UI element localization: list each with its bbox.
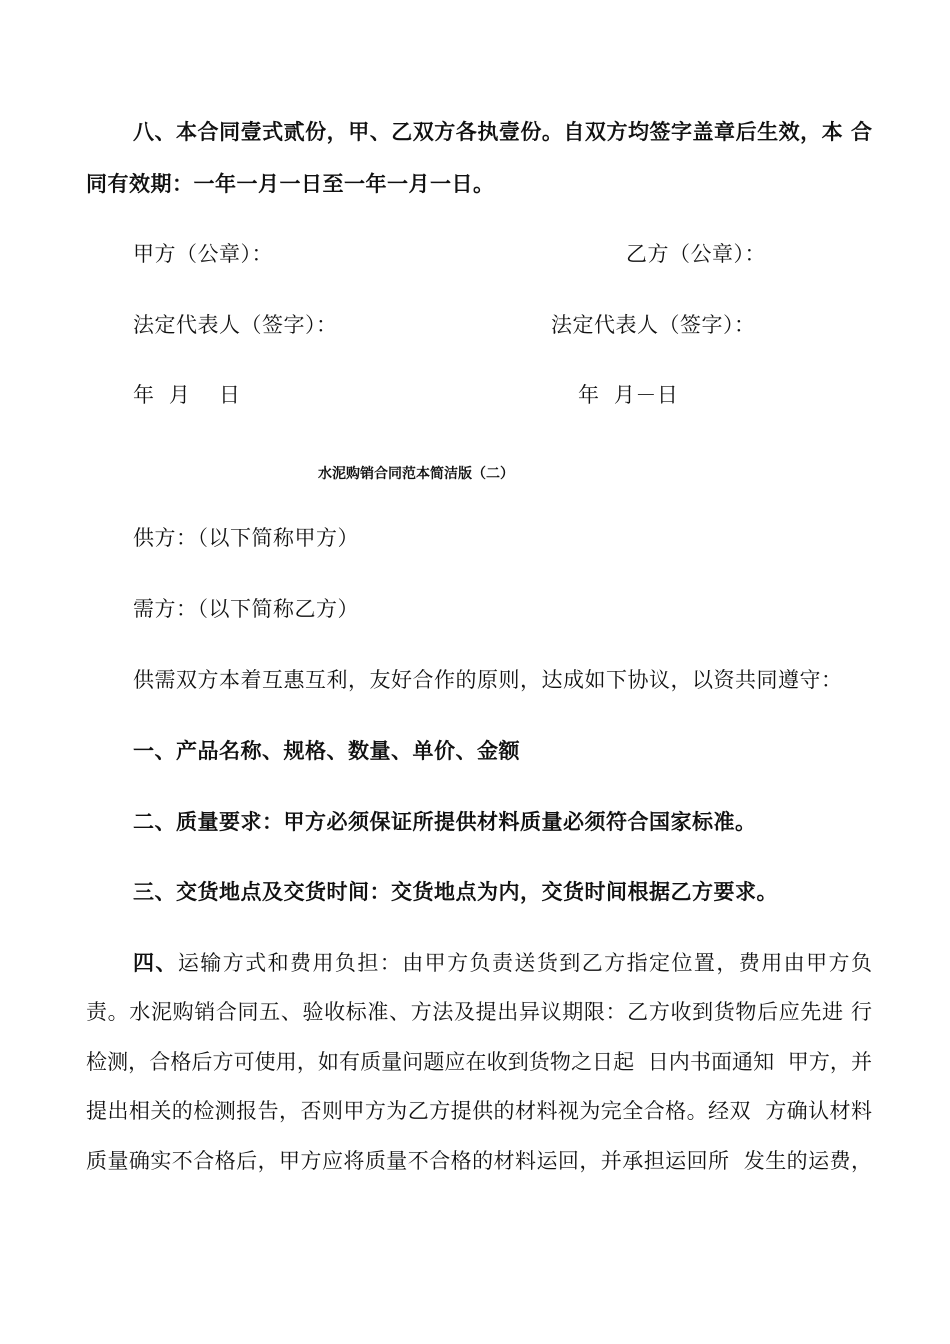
item-4-line-2: 责。水泥购销合同五、验收标准、方法及提出异议期限：乙方收到货物后应先进 行 <box>86 1000 872 1024</box>
party-a-seal-label: 甲方（公章）： <box>133 242 273 266</box>
supplier-line: 供方：（以下简称甲方） <box>133 526 359 550</box>
item-2-heading: 二、质量要求：甲方必须保证所提供材料质量必须符合国家标准。 <box>133 809 757 834</box>
item-4-text-1: 运输方式和费用负担：由甲方负责送货到乙方指定位置，费用由甲方负 <box>177 951 872 975</box>
item-1-heading: 一、产品名称、规格、数量、单价、金额 <box>133 738 520 763</box>
party-a-date-label: 年 月 日 <box>133 383 241 407</box>
buyer-line: 需方：（以下简称乙方） <box>133 597 359 621</box>
clause-8-line-1: 八、本合同壹式贰份，甲、乙双方各执壹份。自双方均签字盖章后生效，本 合 <box>133 119 872 144</box>
party-a-representative-label: 法定代表人（签字）： <box>133 313 338 337</box>
item-4-number: 四、 <box>133 950 178 975</box>
item-3-heading: 三、交货地点及交货时间：交货地点为内，交货时间根据乙方要求。 <box>133 879 778 904</box>
party-b-representative-label: 法定代表人（签字）： <box>551 313 756 337</box>
preamble-line: 供需双方本着互惠互利，友好合作的原则，达成如下协议，以资共同遵守： <box>133 668 843 692</box>
item-4-line-5: 质量确实不合格后，甲方应将质量不合格的材料运回，并承担运回所 发生的运费， <box>86 1149 872 1173</box>
item-4-line-4: 提出相关的检测报告，否则甲方为乙方提供的材料视为完全合格。经双 方确认材料 <box>86 1099 872 1123</box>
item-4-line-3: 检测，合格后方可使用，如有质量问题应在收到货物之日起 日内书面通知 甲方，并 <box>86 1050 872 1074</box>
second-contract-title: 水泥购销合同范本简洁版（二） <box>318 466 514 482</box>
clause-8-line-2: 同有效期：一年一月一日至一年一月一日。 <box>86 171 495 196</box>
party-b-seal-label: 乙方（公章）： <box>626 242 766 266</box>
item-4-line-1 <box>133 948 872 978</box>
party-b-date-label: 年 月－日 <box>578 383 679 407</box>
